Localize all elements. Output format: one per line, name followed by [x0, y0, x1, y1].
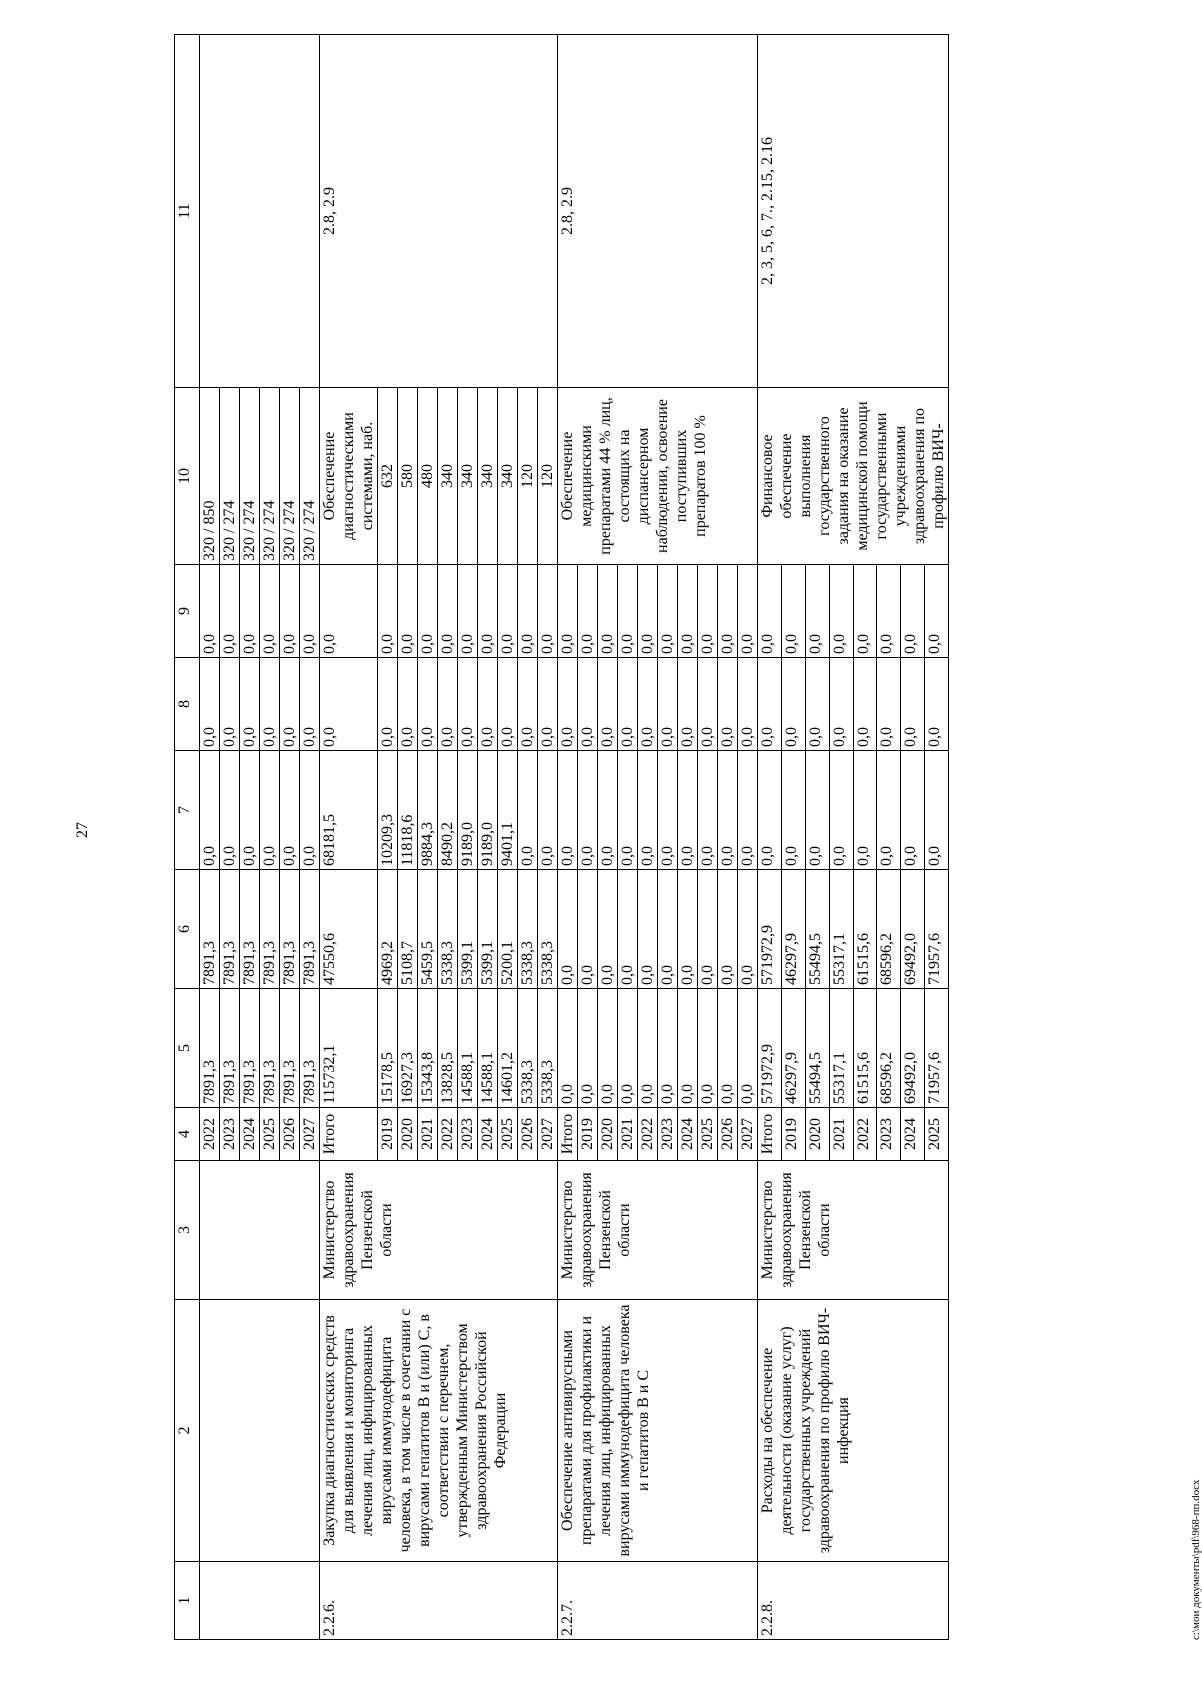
cell-c9: 0,0 — [378, 565, 398, 658]
cell-c9: 0,0 — [678, 565, 698, 658]
cell-total-c8: 0,0 — [320, 658, 378, 751]
cell-c6: 7891,3 — [200, 870, 220, 989]
cell-c9: 0,0 — [658, 565, 678, 658]
cell-c5: 16927,3 — [398, 989, 418, 1108]
cell-c9: 0,0 — [877, 565, 901, 658]
cell-c10: 340 — [478, 388, 498, 565]
cell-year: 2023 — [220, 1108, 240, 1161]
cell-year: 2020 — [805, 1108, 829, 1161]
cell-c7: 11818,6 — [398, 751, 418, 870]
cell-total-c8: 0,0 — [558, 658, 578, 751]
cell-c6: 55494,5 — [805, 870, 829, 989]
cell-c7: 0,0 — [280, 751, 300, 870]
cell-c7: 0,0 — [200, 751, 220, 870]
cell-c6: 5338,3 — [438, 870, 458, 989]
cell-c8: 0,0 — [618, 658, 638, 751]
cell-c6: 0,0 — [578, 870, 598, 989]
column-number-3: 3 — [175, 1161, 200, 1300]
cell-c5: 46297,9 — [781, 989, 805, 1108]
cell-year: 2022 — [638, 1108, 658, 1161]
cell-total-c5: 0,0 — [558, 989, 578, 1108]
cell-c8: 0,0 — [738, 658, 758, 751]
cell-c10: 320 / 274 — [300, 388, 320, 565]
cell-c8: 0,0 — [658, 658, 678, 751]
cell-c8: 0,0 — [200, 658, 220, 751]
column-number-8: 8 — [175, 658, 200, 751]
section-number: 2.2.7. — [558, 1562, 758, 1640]
cell-year: 2019 — [578, 1108, 598, 1161]
cell-c7: 0,0 — [240, 751, 260, 870]
cell-total-c9: 0,0 — [558, 565, 578, 658]
cell-c7: 9189,0 — [478, 751, 498, 870]
cell-c5: 68596,2 — [877, 989, 901, 1108]
cell-c8: 0,0 — [678, 658, 698, 751]
column-number-5: 5 — [175, 989, 200, 1108]
cell-total-c7: 0,0 — [758, 751, 782, 870]
column-number-2: 2 — [175, 1300, 200, 1562]
cell-year: 2026 — [518, 1108, 538, 1161]
cell-year: 2024 — [901, 1108, 925, 1161]
cell-continuation-name — [200, 1300, 320, 1562]
cell-c5: 69492,0 — [901, 989, 925, 1108]
cell-year: 2020 — [598, 1108, 618, 1161]
cell-year: 2025 — [498, 1108, 518, 1161]
column-number-11: 11 — [175, 35, 200, 388]
cell-c7: 0,0 — [598, 751, 618, 870]
cell-c6: 5459,5 — [418, 870, 438, 989]
cell-c10: 340 — [498, 388, 518, 565]
section-activity-name: Закупка диагностических средств для выявления и мониторинга лечения лиц, инфицированных вирусами иммунодефицита человека, в том числе в сочетании с вирусами гепатитов В и (или) С, в соответствии с перечнем, утвержденным Министерством здравоохранения Российской Федерации — [320, 1300, 558, 1562]
cell-c9: 0,0 — [901, 565, 925, 658]
cell-total-c7: 0,0 — [558, 751, 578, 870]
cell-c5: 55317,1 — [829, 989, 853, 1108]
cell-c9: 0,0 — [829, 565, 853, 658]
cell-c6: 46297,9 — [781, 870, 805, 989]
cell-c9: 0,0 — [638, 565, 658, 658]
cell-total-c6: 571972,9 — [758, 870, 782, 989]
cell-c7: 0,0 — [300, 751, 320, 870]
cell-c8: 0,0 — [498, 658, 518, 751]
cell-c6: 0,0 — [638, 870, 658, 989]
cell-c8: 0,0 — [598, 658, 618, 751]
cell-total-c7: 68181,5 — [320, 751, 378, 870]
section-total-row — [558, 35, 578, 1640]
cell-c9: 0,0 — [280, 565, 300, 658]
cell-total-c9: 0,0 — [320, 565, 378, 658]
section-activity-name: Обеспечение антивирусными препаратами для профилактики и лечения лиц, инфицированных вирусами иммунодефицита человека и гепатитов В и С — [558, 1300, 758, 1562]
cell-c9: 0,0 — [398, 565, 418, 658]
cell-total-c9: 0,0 — [758, 565, 782, 658]
cell-c6: 71957,6 — [925, 870, 949, 989]
cell-c8: 0,0 — [240, 658, 260, 751]
column-number-1: 1 — [175, 1562, 200, 1640]
footer-file-path: c:\мои документы\pdf\968-пп.docx — [1190, 1479, 1202, 1640]
cell-c8: 0,0 — [638, 658, 658, 751]
cell-c9: 0,0 — [781, 565, 805, 658]
cell-c7: 10209,3 — [378, 751, 398, 870]
cell-c6: 5399,1 — [458, 870, 478, 989]
cell-c10: 120 — [538, 388, 558, 565]
cell-year: 2025 — [925, 1108, 949, 1161]
cell-c6: 5200,1 — [498, 870, 518, 989]
cell-c9: 0,0 — [925, 565, 949, 658]
cell-c7: 0,0 — [578, 751, 598, 870]
cell-c7: 9189,0 — [458, 751, 478, 870]
cell-year: 2021 — [618, 1108, 638, 1161]
cell-c8: 0,0 — [877, 658, 901, 751]
cell-c7: 0,0 — [678, 751, 698, 870]
cell-year: 2021 — [418, 1108, 438, 1161]
cell-year: 2022 — [200, 1108, 220, 1161]
cell-year: 2027 — [300, 1108, 320, 1161]
cell-total-label: Итого — [320, 1108, 378, 1161]
section-indicator-ref: 2.8, 2.9 — [320, 35, 558, 388]
cell-total-label: Итого — [558, 1108, 578, 1161]
cell-c8: 0,0 — [418, 658, 438, 751]
cell-c6: 7891,3 — [240, 870, 260, 989]
cell-c7: 0,0 — [829, 751, 853, 870]
cell-year: 2020 — [398, 1108, 418, 1161]
program-activities-table — [174, 34, 949, 1640]
section-number: 2.2.6. — [320, 1562, 558, 1640]
cell-c7: 0,0 — [618, 751, 638, 870]
cell-c10: 340 — [458, 388, 478, 565]
cell-c7: 0,0 — [260, 751, 280, 870]
cell-c5: 14588,1 — [458, 989, 478, 1108]
cell-c7: 0,0 — [925, 751, 949, 870]
section-number: 2.2.8. — [758, 1562, 949, 1640]
cell-c5: 14601,2 — [498, 989, 518, 1108]
cell-c5: 61515,6 — [853, 989, 877, 1108]
cell-c5: 14588,1 — [478, 989, 498, 1108]
cell-c5: 7891,3 — [280, 989, 300, 1108]
cell-c8: 0,0 — [538, 658, 558, 751]
cell-c5: 7891,3 — [300, 989, 320, 1108]
cell-c7: 0,0 — [853, 751, 877, 870]
cell-total-c10: Обеспечение диагностическими системами, наб. — [320, 388, 378, 565]
cell-c8: 0,0 — [438, 658, 458, 751]
cell-c8: 0,0 — [220, 658, 240, 751]
section-executor: Министерство здравоохранения Пензенской области — [758, 1161, 949, 1300]
cell-c8: 0,0 — [925, 658, 949, 751]
section-total-row — [320, 35, 378, 1640]
cell-c8: 0,0 — [300, 658, 320, 751]
cell-year: 2025 — [698, 1108, 718, 1161]
cell-c6: 5338,3 — [538, 870, 558, 989]
cell-c8: 0,0 — [853, 658, 877, 751]
cell-c6: 7891,3 — [260, 870, 280, 989]
cell-c5: 15178,5 — [378, 989, 398, 1108]
cell-c8: 0,0 — [378, 658, 398, 751]
cell-total-label: Итого — [758, 1108, 782, 1161]
cell-c8: 0,0 — [781, 658, 805, 751]
cell-year: 2022 — [853, 1108, 877, 1161]
cell-c6: 5338,3 — [518, 870, 538, 989]
cell-total-c6: 0,0 — [558, 870, 578, 989]
cell-c5: 0,0 — [718, 989, 738, 1108]
cell-year: 2024 — [678, 1108, 698, 1161]
cell-c10: 320 / 274 — [220, 388, 240, 565]
cell-c7: 8490,2 — [438, 751, 458, 870]
page-number: 27 — [74, 822, 91, 838]
cell-c9: 0,0 — [438, 565, 458, 658]
cell-c5: 5338,3 — [518, 989, 538, 1108]
cell-c9: 0,0 — [260, 565, 280, 658]
cell-c9: 0,0 — [240, 565, 260, 658]
column-number-6: 6 — [175, 870, 200, 989]
cell-c8: 0,0 — [698, 658, 718, 751]
section-expected-result: Обеспечение медицинскими препаратами 44 % лиц, состоящих на диспансерном наблюдении, освоение поступивших препаратов 100 % — [558, 388, 758, 565]
cell-c8: 0,0 — [458, 658, 478, 751]
cell-c6: 0,0 — [678, 870, 698, 989]
cell-c9: 0,0 — [598, 565, 618, 658]
cell-c9: 0,0 — [738, 565, 758, 658]
cell-year: 2022 — [438, 1108, 458, 1161]
cell-c7: 0,0 — [738, 751, 758, 870]
cell-c5: 0,0 — [738, 989, 758, 1108]
cell-c7: 9884,3 — [418, 751, 438, 870]
cell-c6: 55317,1 — [829, 870, 853, 989]
cell-year: 2019 — [781, 1108, 805, 1161]
cell-total-c5: 115732,1 — [320, 989, 378, 1108]
cell-c5: 0,0 — [658, 989, 678, 1108]
cell-c8: 0,0 — [398, 658, 418, 751]
cell-c6: 0,0 — [698, 870, 718, 989]
cell-c5: 0,0 — [698, 989, 718, 1108]
cell-c8: 0,0 — [518, 658, 538, 751]
cell-c6: 7891,3 — [220, 870, 240, 989]
cell-c9: 0,0 — [518, 565, 538, 658]
column-number-7: 7 — [175, 751, 200, 870]
cell-c10: 320 / 274 — [240, 388, 260, 565]
cell-c5: 0,0 — [578, 989, 598, 1108]
cell-c5: 7891,3 — [240, 989, 260, 1108]
cell-c9: 0,0 — [220, 565, 240, 658]
cell-year: 2027 — [738, 1108, 758, 1161]
cell-continuation-executor — [200, 1161, 320, 1300]
cell-c7: 0,0 — [805, 751, 829, 870]
cell-c5: 0,0 — [598, 989, 618, 1108]
section-indicator-ref: 2, 3, 5, 6, 7., 2.15, 2.16 — [758, 35, 949, 388]
cell-c7: 0,0 — [877, 751, 901, 870]
cell-year: 2025 — [260, 1108, 280, 1161]
cell-c7: 0,0 — [698, 751, 718, 870]
cell-c5: 13828,5 — [438, 989, 458, 1108]
cell-c7: 0,0 — [538, 751, 558, 870]
cell-c8: 0,0 — [829, 658, 853, 751]
cell-c7: 9401,1 — [498, 751, 518, 870]
cell-c10: 320 / 274 — [280, 388, 300, 565]
cell-c10: 580 — [398, 388, 418, 565]
column-number-9: 9 — [175, 565, 200, 658]
cell-c8: 0,0 — [260, 658, 280, 751]
cell-year: 2026 — [280, 1108, 300, 1161]
cell-c6: 61515,6 — [853, 870, 877, 989]
cell-year: 2027 — [538, 1108, 558, 1161]
cell-c8: 0,0 — [901, 658, 925, 751]
cell-c7: 0,0 — [718, 751, 738, 870]
cell-c6: 0,0 — [718, 870, 738, 989]
cell-c6: 0,0 — [738, 870, 758, 989]
cell-year: 2024 — [240, 1108, 260, 1161]
cell-c6: 69492,0 — [901, 870, 925, 989]
column-number-4: 4 — [175, 1108, 200, 1161]
cell-c5: 5338,3 — [538, 989, 558, 1108]
cell-c6: 0,0 — [598, 870, 618, 989]
cell-year: 2023 — [458, 1108, 478, 1161]
column-number-10: 10 — [175, 388, 200, 565]
cell-year: 2019 — [378, 1108, 398, 1161]
cell-c6: 0,0 — [618, 870, 638, 989]
cell-year: 2023 — [877, 1108, 901, 1161]
cell-year: 2026 — [718, 1108, 738, 1161]
section-activity-name: Расходы на обеспечение деятельности (оказание услуг) государственных учреждений здравоохранения по профилю ВИЧ-инфекция — [758, 1300, 949, 1562]
cell-c6: 7891,3 — [300, 870, 320, 989]
section-total-row — [758, 35, 782, 1640]
table-body — [175, 35, 949, 1640]
cell-c7: 0,0 — [901, 751, 925, 870]
cell-c5: 0,0 — [638, 989, 658, 1108]
cell-c5: 0,0 — [618, 989, 638, 1108]
table-row — [200, 35, 220, 1640]
cell-c5: 71957,6 — [925, 989, 949, 1108]
cell-c7: 0,0 — [518, 751, 538, 870]
cell-c6: 4969,2 — [378, 870, 398, 989]
cell-c9: 0,0 — [718, 565, 738, 658]
cell-year: 2024 — [478, 1108, 498, 1161]
section-expected-result: Финансовое обеспечение выполнения государственного задания на оказание медицинской помощи государственными учреждениями здравоохранения по профилю ВИЧ- — [758, 388, 949, 565]
cell-c9: 0,0 — [853, 565, 877, 658]
cell-c5: 7891,3 — [220, 989, 240, 1108]
cell-c8: 0,0 — [718, 658, 738, 751]
cell-year: 2023 — [658, 1108, 678, 1161]
cell-c6: 0,0 — [658, 870, 678, 989]
cell-c9: 0,0 — [538, 565, 558, 658]
cell-c10: 320 / 850 — [200, 388, 220, 565]
cell-c9: 0,0 — [578, 565, 598, 658]
cell-c8: 0,0 — [280, 658, 300, 751]
cell-c5: 15343,8 — [418, 989, 438, 1108]
column-number-row — [175, 35, 200, 1640]
cell-total-c5: 571972,9 — [758, 989, 782, 1108]
cell-c6: 68596,2 — [877, 870, 901, 989]
cell-total-c6: 47550,6 — [320, 870, 378, 989]
cell-c7: 0,0 — [220, 751, 240, 870]
cell-c7: 0,0 — [658, 751, 678, 870]
cell-continuation-indicator — [200, 35, 320, 388]
cell-c9: 0,0 — [458, 565, 478, 658]
cell-c10: 320 / 274 — [260, 388, 280, 565]
cell-c5: 7891,3 — [260, 989, 280, 1108]
section-executor: Министерство здравоохранения Пензенской области — [558, 1161, 758, 1300]
cell-total-c8: 0,0 — [758, 658, 782, 751]
cell-c6: 5108,7 — [398, 870, 418, 989]
cell-c6: 7891,3 — [280, 870, 300, 989]
cell-c9: 0,0 — [300, 565, 320, 658]
cell-c10: 632 — [378, 388, 398, 565]
cell-c9: 0,0 — [418, 565, 438, 658]
cell-c7: 0,0 — [781, 751, 805, 870]
cell-c9: 0,0 — [698, 565, 718, 658]
rotated-table-container — [174, 35, 1200, 1640]
cell-c8: 0,0 — [805, 658, 829, 751]
cell-c9: 0,0 — [805, 565, 829, 658]
cell-c8: 0,0 — [478, 658, 498, 751]
cell-continuation-num — [200, 1562, 320, 1640]
cell-c5: 7891,3 — [200, 989, 220, 1108]
cell-c8: 0,0 — [578, 658, 598, 751]
cell-c9: 0,0 — [200, 565, 220, 658]
cell-c10: 340 — [438, 388, 458, 565]
cell-c7: 0,0 — [638, 751, 658, 870]
cell-c9: 0,0 — [618, 565, 638, 658]
cell-c5: 55494,5 — [805, 989, 829, 1108]
cell-c6: 5399,1 — [478, 870, 498, 989]
cell-c9: 0,0 — [478, 565, 498, 658]
cell-c10: 120 — [518, 388, 538, 565]
cell-c10: 480 — [418, 388, 438, 565]
cell-c9: 0,0 — [498, 565, 518, 658]
section-indicator-ref: 2.8, 2.9 — [558, 35, 758, 388]
cell-year: 2021 — [829, 1108, 853, 1161]
cell-c5: 0,0 — [678, 989, 698, 1108]
section-executor: Министерство здравоохранения Пензенской области — [320, 1161, 558, 1300]
